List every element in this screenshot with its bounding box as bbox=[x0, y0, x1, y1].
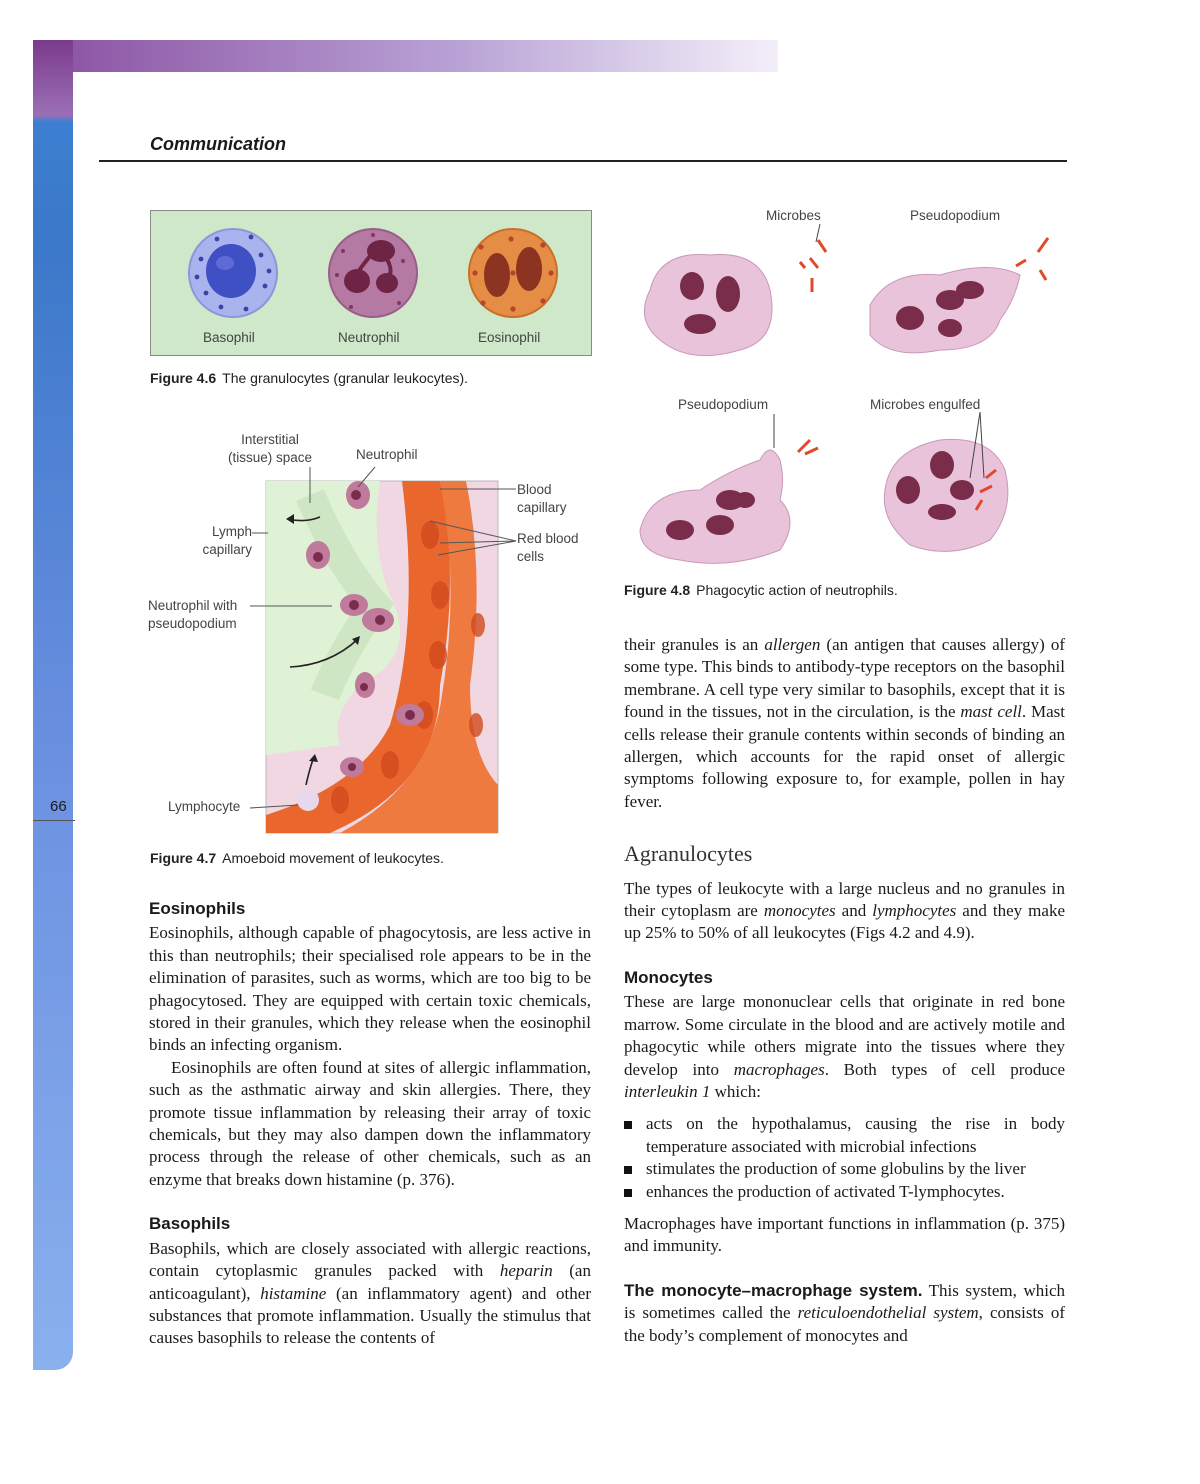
page-number: 66 bbox=[50, 798, 67, 815]
neutrophil-label: Neutrophil bbox=[356, 447, 418, 462]
lymphocyte-label: Lymphocyte bbox=[168, 799, 241, 814]
lymph-capillary-label: Lymph capillary bbox=[202, 524, 252, 557]
basophils-paragraph: Basophils, which are closely associated with allergic reactions, contain cytoplasmic granules packed with heparin (an anticoagulant), histamine (an inflammatory agent) and other substances that promote inflammation. Usually the stimulus that causes basophils to release the contents of bbox=[149, 1238, 591, 1348]
list-item: enhances the production of activated T-lymphocytes. bbox=[624, 1181, 1065, 1203]
microbes-label: Microbes bbox=[766, 208, 821, 223]
interleukin-effects-list bbox=[624, 1113, 1065, 1203]
neutrophil-pseudopodium-label: Neutrophil with pseudopodium bbox=[148, 598, 238, 631]
basophil-cell-icon bbox=[189, 229, 277, 317]
side-tab bbox=[33, 40, 73, 1370]
bullet-icon bbox=[624, 1166, 632, 1174]
figure-4-6-caption bbox=[150, 370, 468, 386]
section-title: Communication bbox=[150, 134, 287, 154]
figure-4-6 bbox=[150, 210, 592, 356]
phagocytosis-illustration bbox=[620, 200, 1070, 570]
header-band bbox=[73, 40, 778, 72]
bullet-icon bbox=[624, 1189, 632, 1197]
agranulocytes-heading: Agranulocytes bbox=[624, 841, 753, 867]
eosinophils-heading: Eosinophils bbox=[149, 899, 246, 918]
left-column-text bbox=[149, 898, 591, 1350]
neutrophil-label: Neutrophil bbox=[338, 330, 400, 345]
basophils-heading: Basophils bbox=[149, 1214, 231, 1234]
right-column-text bbox=[624, 634, 1065, 1347]
pseudopodium-top-label: Pseudopodium bbox=[910, 208, 1001, 223]
caption-text: Amoeboid movement of leukocytes. bbox=[222, 850, 444, 866]
monocytes-heading: Monocytes bbox=[624, 967, 713, 987]
interstitial-space-label: Interstitial (tissue) space bbox=[227, 432, 313, 465]
figure-4-8 bbox=[620, 200, 1070, 570]
monocytes-paragraph: These are large mononuclear cells that originate in red bone marrow. Some circulate in the blood and are actively motile and phagocytic while others migrate into the tissues where they develop into macrophages. Both types of cell produce interleukin 1 which: bbox=[624, 992, 1065, 1101]
list-item: stimulates the production of some globulins by the liver bbox=[624, 1158, 1065, 1180]
agranulocytes-paragraph: The types of leukocyte with a large nucleus and no granules in their cytoplasm are monocytes and lymphocytes and they make up 25% to 50% of all leukocytes (Figs 4.2 and 4.9). bbox=[624, 878, 1065, 943]
page-number-rule bbox=[33, 820, 75, 821]
figure-4-8-caption bbox=[624, 582, 898, 598]
pseudopodium-bottom-label: Pseudopodium bbox=[678, 397, 769, 412]
caption-text: Phagocytic action of neutrophils. bbox=[696, 582, 898, 598]
eosinophil-label: Eosinophil bbox=[478, 330, 541, 345]
microbes-engulfed-label: Microbes engulfed bbox=[870, 397, 981, 412]
caption-number: Figure 4.7 bbox=[150, 850, 217, 866]
figure-4-7-caption bbox=[150, 850, 444, 866]
basophil-label: Basophil bbox=[203, 330, 255, 345]
blood-capillary-label: Blood capillary bbox=[517, 482, 567, 515]
red-blood-cells-label: Red blood cells bbox=[517, 531, 579, 564]
caption-number: Figure 4.6 bbox=[150, 370, 217, 386]
neutrophil-cell-icon bbox=[329, 229, 417, 317]
eosinophils-paragraph-2: Eosinophils are often found at sites of allergic inflammation, such as the asthmatic airway and skin allergies. There, they promote tissue inflammation by releasing their array of toxic chemicals, but they may also dampen down the inflammatory process through the release of other chemicals, such as an enzyme that breaks down histamine (p. 376). bbox=[149, 1057, 591, 1189]
caption-text: The granulocytes (granular leukocytes). bbox=[222, 370, 469, 386]
caption-number: Figure 4.8 bbox=[624, 582, 691, 598]
list-item: acts on the hypothalamus, causing the rise in body temperature associated with microbial infections bbox=[624, 1113, 1065, 1158]
eosinophil-cell-icon bbox=[469, 229, 557, 317]
header-rule bbox=[99, 160, 1067, 162]
figure-4-7 bbox=[140, 425, 600, 835]
bullet-icon bbox=[624, 1121, 632, 1129]
eosinophils-paragraph-1: Eosinophils, although capable of phagocytosis, are less active in this than neutrophils; their specialised role appears to be in the elimination of parasites, such as worms, which are too big to be phagocytosed. They are equipped with certain toxic chemicals, stored in their granules, which they release when the eosinophil binds an infecting organism. bbox=[149, 923, 591, 1055]
monocyte-macrophage-paragraph: The monocyte–macrophage system. This system, which is sometimes called the reticuloendothelial system, consists of the body’s complement of monocytes and bbox=[624, 1280, 1066, 1345]
macrophages-paragraph: Macrophages have important functions in inflammation (p. 375) and immunity. bbox=[624, 1213, 1065, 1256]
basophils-continued-paragraph: their granules is an allergen (an antigen that causes allergy) of some type. This binds to antibody-type receptors on the basophil membrane. A cell type very similar to basophils, except that it is found in the tissues, not in the circulation, is the mast cell. Mast cells release their granule contents within seconds of binding an allergen, which accounts for the rapid onset of allergic symptoms following exposure to, for example, pollen in hay fever. bbox=[624, 635, 1065, 811]
